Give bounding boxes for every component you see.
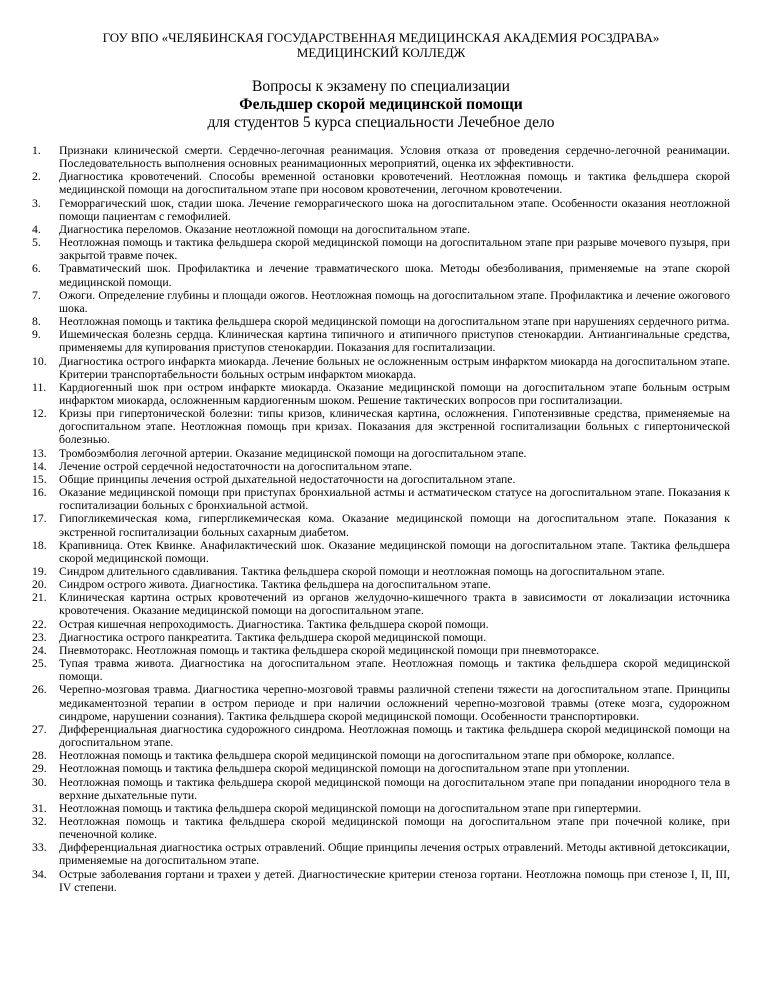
question-number: 4. xyxy=(32,222,41,236)
question-number: 31. xyxy=(32,801,47,815)
question-item xyxy=(32,315,730,328)
question-number: 5. xyxy=(32,236,41,250)
question-text: Дифференциальная диагностика судорожного синдрома. Неотложная помощь и тактика фельдшера скорой медицинской помощи на догоспитальном этапе. xyxy=(59,722,730,750)
question-item xyxy=(32,644,730,657)
question-text: Оказание медицинской помощи при приступах бронхиальной астмы и астматическом статусе на догоспитальном этапе. Показания к госпитализации больных с бронхиальной астмой. xyxy=(59,486,730,513)
institution-header xyxy=(32,30,730,60)
question-number: 32. xyxy=(32,814,47,828)
question-item xyxy=(32,460,730,473)
question-item xyxy=(32,355,730,381)
question-text: Гипогликемическая кома, гипергликемическая кома. Оказание медицинской помощи на догоспитальном этапе. Показания к экстренной госпитализации больных сахарным диабетом. xyxy=(59,512,730,539)
question-text: Неотложная помощь и тактика фельдшера скорой медицинской помощи на догоспитальном этапе при попадании инородного тела в верхние дыхательные пути. xyxy=(59,775,730,802)
question-number: 21. xyxy=(32,591,47,605)
question-item xyxy=(32,631,730,644)
question-number: 26. xyxy=(32,683,47,697)
question-text: Клиническая картина острых кровотечений из органов желудочно-кишечного тракта в зависимости от локализации источника кровотечения. Оказание медицинской помощи на догоспитальном этапе. xyxy=(59,591,730,618)
question-item xyxy=(32,381,730,407)
question-number: 6. xyxy=(32,262,41,276)
question-text: Синдром острого живота. Диагностика. Тактика фельдшера на догоспитальном этапе. xyxy=(59,578,491,592)
question-number: 10. xyxy=(32,354,47,368)
question-text: Синдром длительного сдавливания. Тактика фельдшера скорой помощи и неотложная помощь на догоспитальном этапе. xyxy=(59,565,665,578)
question-text: Дифференциальная диагностика острых отравлений. Общие принципы лечения острых отравлений. Методы активной детоксикации, применяемые на догоспитальном этапе. xyxy=(59,841,730,868)
question-text: Острые заболевания гортани и трахеи у детей. Диагностические критерии стеноза гортани. Неотложна помощь при стенозе I, II, III, IV степени. xyxy=(59,867,730,894)
question-item xyxy=(32,591,730,617)
question-item xyxy=(32,407,730,446)
question-text: Диагностика переломов. Оказание неотложной помощи на догоспитальном этапе. xyxy=(59,222,471,236)
question-number: 33. xyxy=(32,841,47,855)
question-item xyxy=(32,289,730,315)
question-text: Черепно-мозговая травма. Диагностика черепно-мозговой травмы различной степени тяжести на догоспитальном этапе. Принципы медикаментозной терапии в остром периоде и при наличии осложнений черепно-мозговой травмы (отеке мозга, судорожном синдроме, нарушении сознания). Тактика фельдшера скорой медицинской помощи. Особенности транспортировки. xyxy=(59,683,730,723)
question-text: Неотложная помощь и тактика фельдшера скорой медицинской помощи на догоспитальном этапе при утоплении. xyxy=(59,762,630,776)
question-number: 19. xyxy=(32,565,47,578)
question-text: Неотложная помощь и тактика фельдшера скорой медицинской помощи на догоспитальном этапе при гипертермии. xyxy=(59,801,642,815)
question-number: 2. xyxy=(32,170,41,184)
question-item xyxy=(32,144,730,170)
question-text: Лечение острой сердечной недостаточности на догоспитальном этапе. xyxy=(59,459,412,473)
question-item xyxy=(32,841,730,867)
institution-name: ГОУ ВПО «ЧЕЛЯБИНСКАЯ ГОСУДАРСТВЕННАЯ МЕДИЦИНСКАЯ АКАДЕМИЯ РОСЗДРАВА» xyxy=(102,30,660,45)
question-text: Признаки клинической смерти. Сердечно-легочная реанимация. Условия отказа от проведения сердечно-легочной реанимации. Последовательность выполнения основных реанимационных мероприятий, оценка их эффективности. xyxy=(59,144,730,171)
question-number: 8. xyxy=(32,315,41,329)
question-number: 20. xyxy=(32,578,47,592)
title-line-2: Фельдшер скорой медицинской помощи xyxy=(239,96,523,113)
question-number: 17. xyxy=(32,512,47,526)
question-number: 7. xyxy=(32,288,41,302)
question-number: 27. xyxy=(32,722,47,736)
question-number: 13. xyxy=(32,446,47,460)
question-text: Тромбоэмболия легочной артерии. Оказание медицинской помощи на догоспитальном этапе. xyxy=(59,446,527,460)
question-item xyxy=(32,683,730,722)
question-number: 23. xyxy=(32,630,47,644)
question-number: 12. xyxy=(32,407,47,421)
question-text: Кардиогенный шок при остром инфаркте миокарда. Оказание медицинской помощи на догоспитальном этапе больным острым инфарктом миокарда, осложненным кардиогенным шоком. Решение тактических вопросов при госпитализации. xyxy=(59,380,730,407)
question-item xyxy=(32,776,730,802)
question-text: Общие принципы лечения острой дыхательной недостаточности на догоспитальном этапе. xyxy=(59,472,516,486)
question-item xyxy=(32,723,730,749)
question-list xyxy=(32,144,730,894)
question-text: Крапивница. Отек Квинке. Анафилактический шок. Оказание медицинской помощи на догоспитальном этапе. Тактика фельдшера скорой медицинской помощи. xyxy=(59,538,730,565)
question-text: Неотложная помощь и тактика фельдшера скорой медицинской помощи на догоспитальном этапе при почечной колике, при печеночной колике. xyxy=(59,814,730,842)
question-number: 25. xyxy=(32,657,47,671)
question-text: Тупая травма живота. Диагностика на догоспитальном этапе. Неотложная помощь и тактика фельдшера скорой медицинской помощи. xyxy=(59,657,730,684)
question-text: Диагностика острого панкреатита. Тактика фельдшера скорой медицинской помощи. xyxy=(59,630,487,644)
question-item xyxy=(32,815,730,841)
question-number: 28. xyxy=(32,749,47,763)
college-name: МЕДИЦИНСКИЙ КОЛЛЕДЖ xyxy=(296,45,466,60)
question-item xyxy=(32,262,730,288)
question-item xyxy=(32,565,730,578)
question-number: 24. xyxy=(32,643,47,657)
question-item xyxy=(32,170,730,196)
question-item xyxy=(32,486,730,512)
question-item xyxy=(32,223,730,236)
document-title xyxy=(32,78,730,132)
question-item xyxy=(32,447,730,460)
question-item xyxy=(32,657,730,683)
title-line-1: Вопросы к экзамену по специализации xyxy=(252,78,510,95)
title-line-3: для студентов 5 курса специальности Лечебное дело xyxy=(207,114,555,131)
question-number: 22. xyxy=(32,617,47,631)
question-text: Пневмоторакс. Неотложная помощь и тактика фельдшера скорой медицинской помощи при пневмотораксе. xyxy=(59,643,600,657)
question-item xyxy=(32,802,730,815)
question-number: 16. xyxy=(32,486,47,500)
question-text: Неотложная помощь и тактика фельдшера скорой медицинской помощи на догоспитальном этапе при нарушениях сердечного ритма. xyxy=(59,315,730,329)
question-text: Ожоги. Определение глубины и площади ожогов. Неотложная помощь на догоспитальном этапе. Профилактика и лечение ожогового шока. xyxy=(59,288,730,315)
question-item xyxy=(32,328,730,354)
question-item xyxy=(32,539,730,565)
question-text: Геморрагический шок, стадии шока. Лечение геморрагического шока на догоспитальном этапе. Особенности оказания неотложной помощи пациентам с гемофилией. xyxy=(59,196,730,223)
question-item xyxy=(32,512,730,538)
question-number: 9. xyxy=(32,328,41,342)
question-item xyxy=(32,762,730,775)
question-text: Острая кишечная непроходимость. Диагностика. Тактика фельдшера скорой помощи. xyxy=(59,617,489,631)
question-item xyxy=(32,473,730,486)
question-item xyxy=(32,197,730,223)
question-number: 18. xyxy=(32,538,47,552)
question-text: Диагностика кровотечений. Способы временной остановки кровотечений. Неотложная помощь и тактика фельдшера скорой медицинской помощи на догоспитальном этапе при носовом кровотечении, легочном кровотечении. xyxy=(59,170,730,197)
question-number: 11. xyxy=(32,380,47,394)
question-item xyxy=(32,868,730,894)
question-number: 29. xyxy=(32,762,47,776)
question-text: Диагностика острого инфаркта миокарда. Лечение больных не осложненным острым инфарктом миокарда на догоспитальном этапе. Критерии транспортабельности больных острым инфарктом миокарда. xyxy=(59,354,730,381)
question-text: Травматический шок. Профилактика и лечение травматического шока. Методы обезболивания, применяемые на этапе скорой медицинской помощи. xyxy=(59,262,730,289)
question-number: 34. xyxy=(32,867,47,881)
question-item xyxy=(32,749,730,762)
question-number: 15. xyxy=(32,472,47,486)
question-item xyxy=(32,618,730,631)
question-item xyxy=(32,236,730,262)
question-text: Ишемическая болезнь сердца. Клиническая картина типичного и атипичного приступов стенокардии. Антиангинальные средства, применяемы для купирования приступов стенокардии. Показания для госпитализации. xyxy=(59,328,730,355)
question-number: 1. xyxy=(32,144,41,157)
question-number: 14. xyxy=(32,459,47,473)
question-text: Неотложная помощь и тактика фельдшера скорой медицинской помощи на догоспитальном этапе при обмороке, коллапсе. xyxy=(59,749,675,763)
question-item xyxy=(32,578,730,591)
question-text: Кризы при гипертонической болезни: типы кризов, клиническая картина, осложнения. Гипотензивные средства, применяемые на догоспитальном этапе. Неотложная помощь при кризах. Показания для экстренной госпитализации больных с гипертонической болезнью. xyxy=(59,407,730,447)
question-number: 30. xyxy=(32,775,47,789)
question-number: 3. xyxy=(32,196,41,210)
question-text: Неотложная помощь и тактика фельдшера скорой медицинской помощи на догоспитальном этапе при разрыве мочевого пузыря, при закрытой травме почек. xyxy=(59,236,730,263)
